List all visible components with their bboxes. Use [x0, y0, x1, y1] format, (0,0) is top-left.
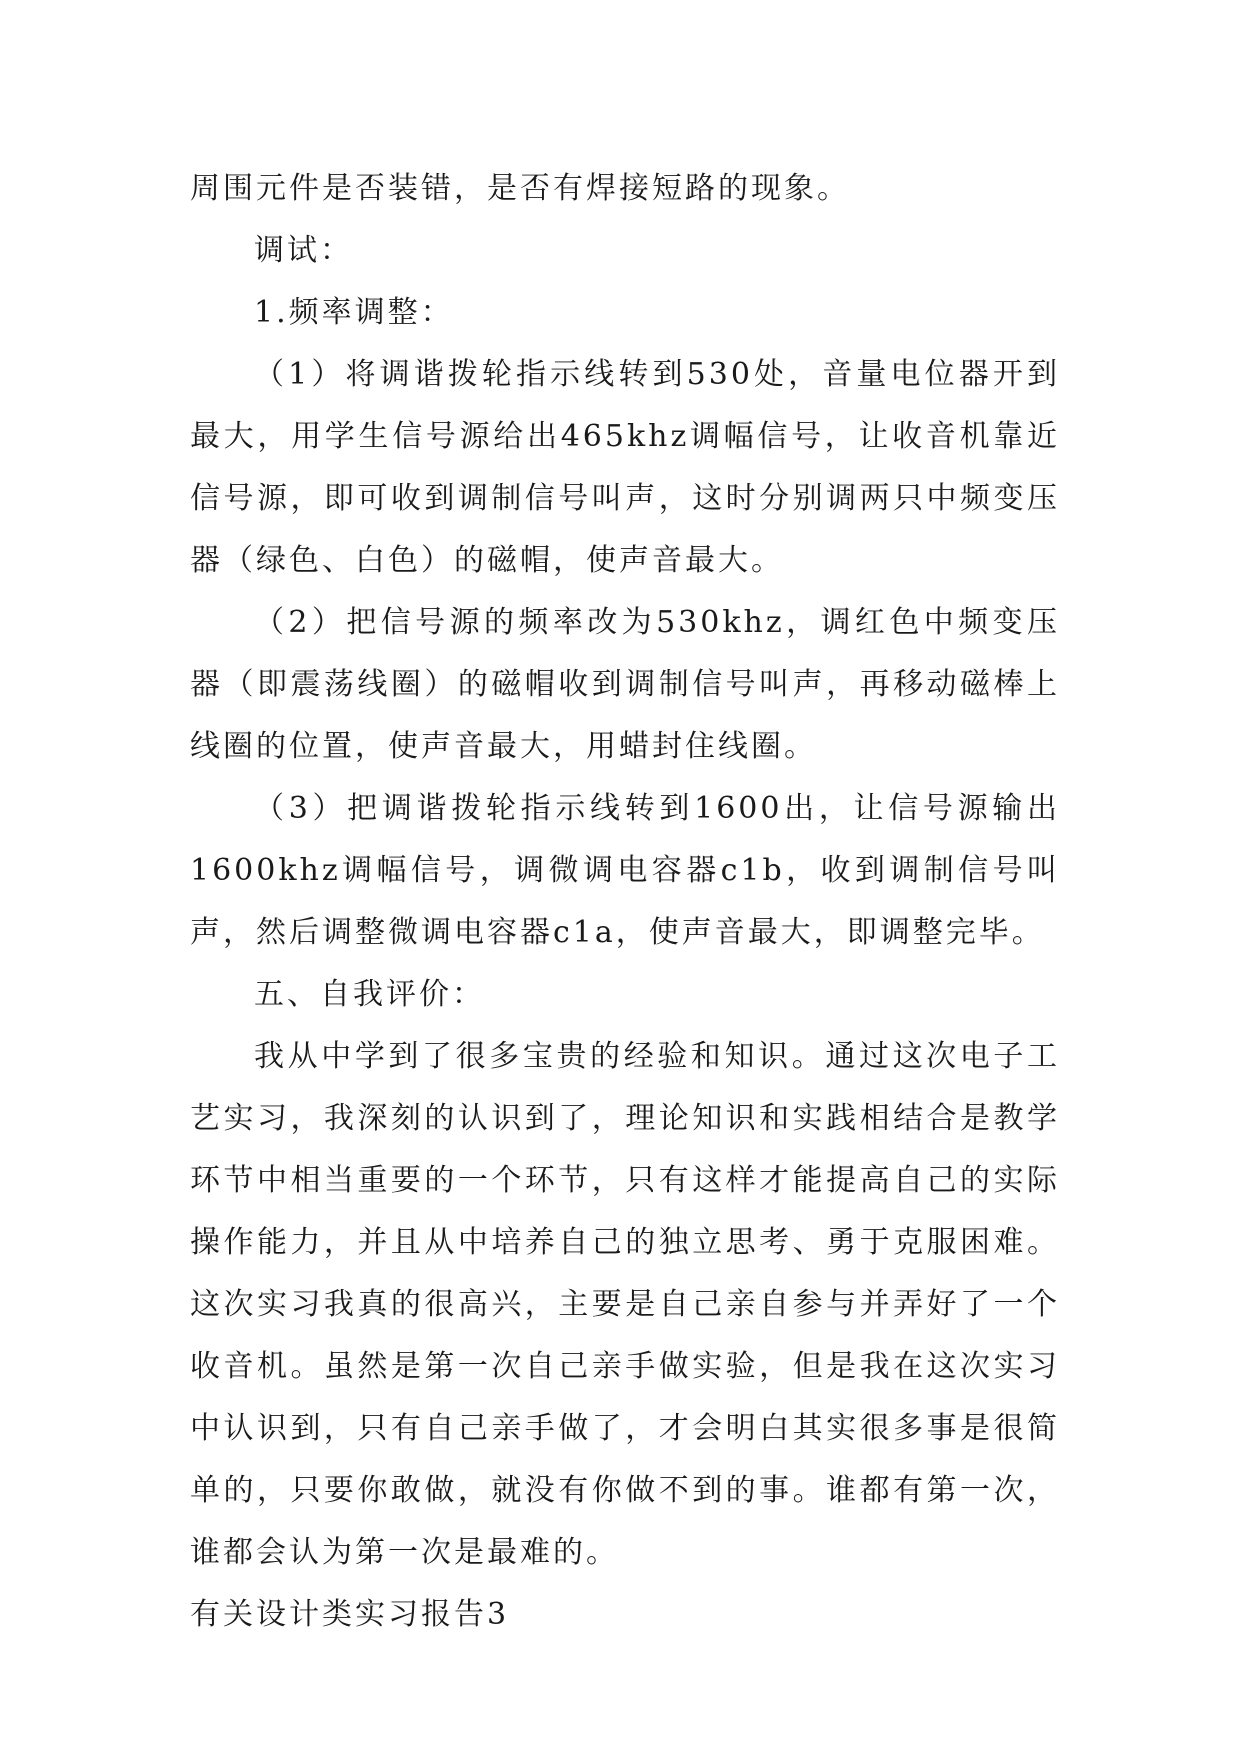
document-body: [190, 158, 1060, 1646]
paragraph-step-2: （2）把信号源的频率改为530khz，调红色中频变压器（即震荡线圈）的磁帽收到调制信号叫声，再移动磁棒上线圈的位置，使声音最大，用蜡封住线圈。: [190, 605, 1060, 764]
paragraph-components-check: 周围元件是否装错，是否有焊接短路的现象。: [190, 171, 850, 206]
paragraph-debug-title: 调试：: [254, 233, 353, 268]
paragraph-frequency-adjust: 1.频率调整：: [254, 295, 454, 330]
paragraph-self-evaluation-title: 五、自我评价：: [254, 977, 485, 1012]
paragraph-step-3: （3）把调谐拨轮指示线转到1600出，让信号源输出1600khz调幅信号，调微调电容器c1b，收到调制信号叫声，然后调整微调电容器c1a，使声音最大，即调整完毕。: [190, 791, 1060, 950]
paragraph-step-1: （1）将调谐拨轮指示线转到530处，音量电位器开到最大，用学生信号源给出465khz调幅信号，让收音机靠近信号源，即可收到调制信号叫声，这时分别调两只中频变压器（绿色、白色）的磁帽，使声音最大。: [190, 357, 1060, 578]
paragraph-self-evaluation-body: 我从中学到了很多宝贵的经验和知识。通过这次电子工艺实习，我深刻的认识到了，理论知识和实践相结合是教学环节中相当重要的一个环节，只有这样才能提高自己的实际操作能力，并且从中培养自己的独立思考、勇于克服困难。这次实习我真的很高兴，主要是自己亲自参与并弄好了一个收音机。虽然是第一次自己亲手做实验，但是我在这次实习中认识到，只有自己亲手做了，才会明白其实很多事是很简单的，只要你敢做，就没有你做不到的事。谁都有第一次，谁都会认为第一次是最难的。: [190, 1039, 1060, 1570]
section-heading: 有关设计类实习报告3: [190, 1597, 510, 1632]
